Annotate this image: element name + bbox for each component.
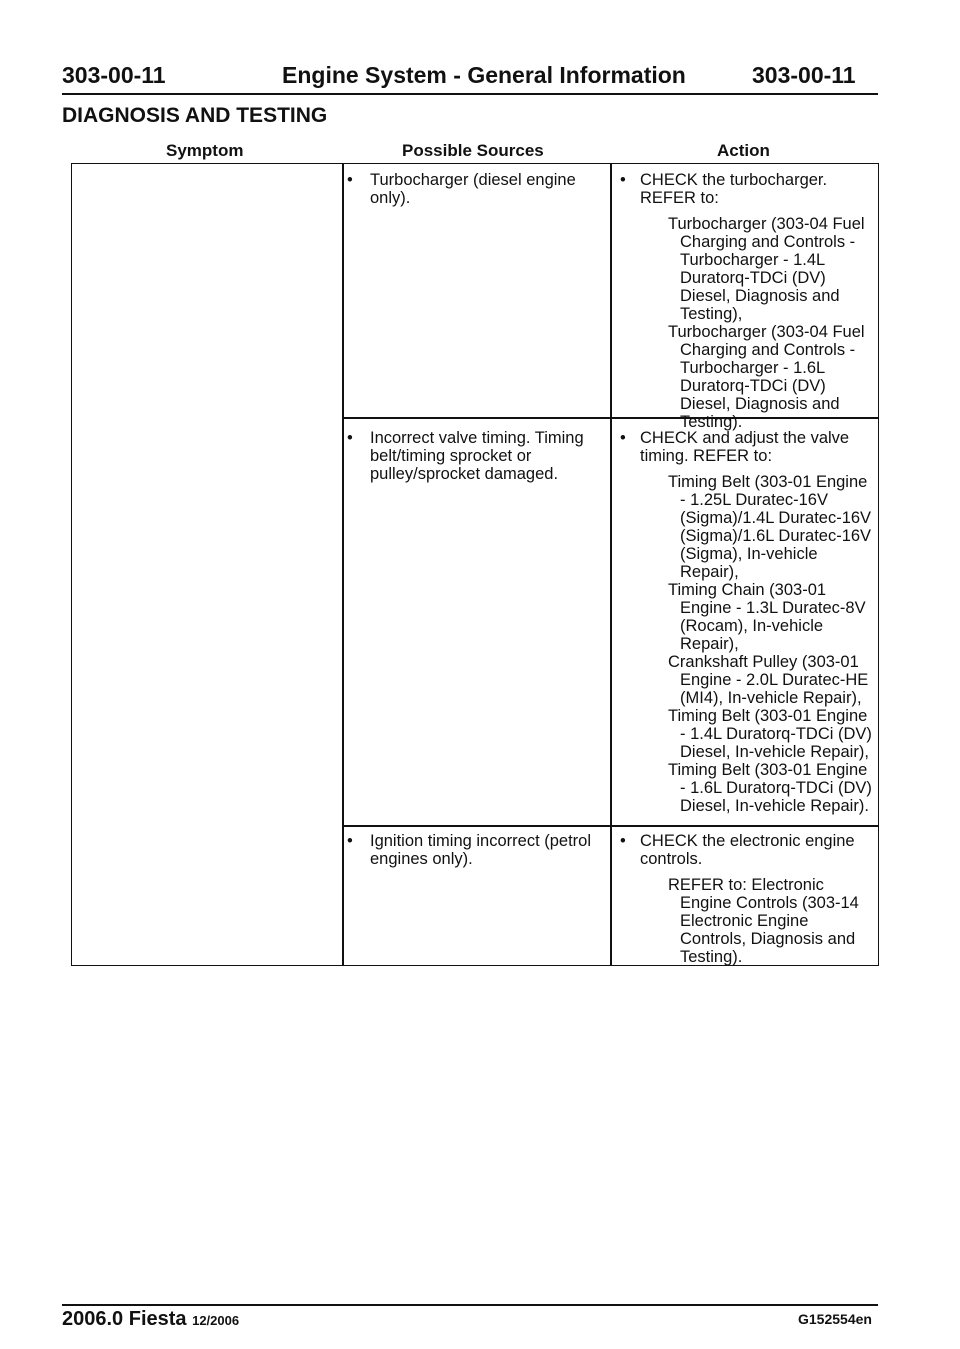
footer-document-code: G152554en [798,1311,872,1327]
diagnosis-table [71,163,879,966]
table-row-action [614,832,876,966]
reference-link[interactable]: Turbocharger (303-04 Fuel Charging and Controls - Turbocharger - 1.4L Duratorq-TDCi (DV) Diesel, Diagnosis and Testing), [668,215,865,323]
reference-link[interactable]: Timing Chain (303-01 Engine - 1.3L Duratec-8V (Rocam), In-vehicle Repair), [668,581,866,653]
reference-link[interactable]: Timing Belt (303-01 Engine - 1.4L Duratorq-TDCi (DV) Diesel, In-vehicle Repair), [668,707,872,761]
column-header-action: Action [717,141,770,160]
column-header-possible-sources: Possible Sources [402,141,544,160]
bullet-icon: • [620,171,626,189]
header-section-number-right: 303-00-11 [752,62,856,88]
source-text: Ignition timing incorrect (petrol engines only). [370,832,592,868]
action-text: CHECK the electronic engine controls. [640,832,855,868]
reference-link[interactable]: Timing Belt (303-01 Engine - 1.6L Duratorq-TDCi (DV) Diesel, In-vehicle Repair). [668,761,872,815]
footer-rule [62,1304,878,1306]
action-references [614,876,876,966]
table-row-action [614,429,876,815]
column-divider [610,164,612,965]
action-text: CHECK the turbocharger. REFER to: [640,171,828,207]
bullet-icon: • [620,429,626,447]
source-text: Turbocharger (diesel engine only). [370,171,576,207]
bullet-icon: • [347,832,353,850]
row-divider [342,825,878,827]
table-row-source [344,171,606,207]
action-references [614,215,876,431]
header-rule [62,93,878,95]
column-header-symptom: Symptom [166,141,244,160]
action-text: CHECK and adjust the valve timing. REFER to: [640,429,850,465]
action-references [614,473,876,815]
reference-link[interactable]: Turbocharger (303-04 Fuel Charging and Controls - Turbocharger - 1.6L Duratorq-TDCi (DV) Diesel, Diagnosis and Testing). [668,323,865,431]
reference-link[interactable]: REFER to: Electronic Engine Controls (303-14 Electronic Engine Controls, Diagnosis and Testing). [668,876,859,966]
reference-link[interactable]: Timing Belt (303-01 Engine - 1.25L Duratec-16V (Sigma)/1.4L Duratec-16V (Sigma)/1.6L Duratec-16V (Sigma), In-vehicle Repair), [668,473,872,581]
bullet-icon: • [347,429,353,447]
table-row-source [344,832,606,868]
section-title: DIAGNOSIS AND TESTING [62,104,328,127]
header-title: Engine System - General Information [282,62,686,88]
footer-model-name: 2006.0 Fiesta [62,1308,187,1330]
source-text: Incorrect valve timing. Timing belt/timing sprocket or pulley/sprocket damaged. [370,429,584,483]
reference-link[interactable]: Crankshaft Pulley (303-01 Engine - 2.0L Duratec-HE (MI4), In-vehicle Repair), [668,653,869,707]
table-row-action [614,171,876,431]
bullet-icon: • [620,832,626,850]
footer-model [62,1308,239,1331]
table-row-source [344,429,606,483]
bullet-icon: • [347,171,353,189]
footer-date: 12/2006 [192,1313,240,1328]
header-section-number-left: 303-00-11 [62,62,166,88]
